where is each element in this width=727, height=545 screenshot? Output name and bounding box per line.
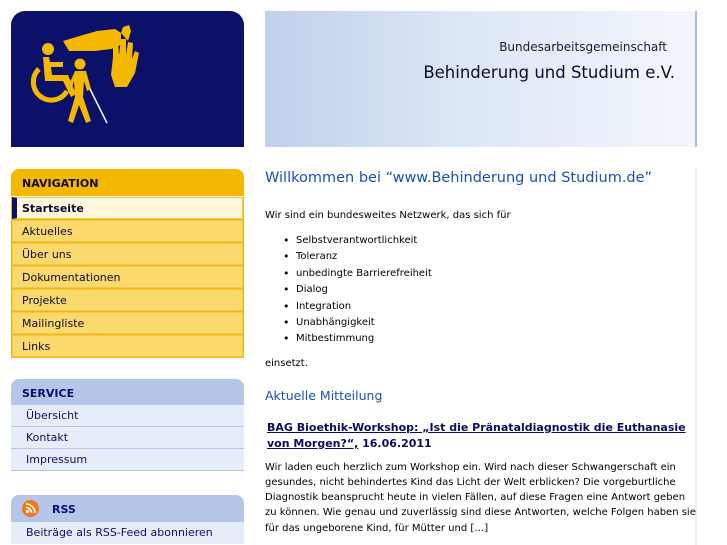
news-date: 16.06.2011 bbox=[362, 436, 432, 450]
navigation-title: NAVIGATION bbox=[11, 169, 244, 196]
intro-text: Wir sind ein bundesweites Netzwerk, das sich für bbox=[265, 210, 511, 221]
service-item-uebersicht[interactable]: Übersicht bbox=[11, 405, 244, 427]
header-title: Behinderung und Studium e.V. bbox=[423, 63, 675, 82]
value-item: • Mitbestimmung bbox=[283, 333, 697, 349]
accessibility-logo-icon bbox=[11, 11, 244, 147]
service-item-kontakt[interactable]: Kontakt bbox=[11, 427, 244, 449]
navigation-box bbox=[11, 169, 244, 358]
rss-title: RSS bbox=[52, 503, 76, 516]
news-body: Wir laden euch herzlich zum Workshop ein. Wird nach dieser Schwangerschaft ein gesundes, nicht behindertes Kind das Licht der Welt erblicken? Die vorgeburtliche Diagnostik beansprucht heute in vielen Fällen, auf diese Fragen eine Antwort geben zu können. Wie genau und zuverlässig sind diese Antworten, welche Folgen haben sie für das ungeborene Kind, für Mütter und […] bbox=[265, 461, 696, 534]
site-logo[interactable] bbox=[11, 11, 244, 147]
rss-list bbox=[11, 522, 244, 544]
nav-item-projekte[interactable]: Projekte bbox=[12, 289, 243, 311]
service-item-impressum[interactable]: Impressum bbox=[11, 449, 244, 471]
value-item: • Dialog bbox=[283, 284, 697, 300]
main-content bbox=[265, 167, 697, 536]
nav-item-mailingliste[interactable]: Mailingliste bbox=[12, 312, 243, 334]
rss-subscribe-link[interactable]: Beiträge als RSS-Feed abonnieren bbox=[11, 522, 244, 544]
welcome-heading: Willkommen bei “www.Behinderung und Studium.de” bbox=[265, 170, 653, 186]
values-list bbox=[283, 235, 697, 350]
news-heading: Aktuelle Mitteilung bbox=[265, 387, 383, 403]
navigation-list bbox=[11, 197, 244, 358]
service-list bbox=[11, 405, 244, 471]
nav-item-links[interactable]: Links bbox=[12, 335, 243, 357]
nav-item-ueber-uns[interactable]: Über uns bbox=[12, 243, 243, 265]
header-subtitle: Bundesarbeitsgemeinschaft bbox=[499, 40, 667, 54]
news-headline bbox=[265, 420, 697, 452]
site-header bbox=[265, 11, 697, 147]
outro-text: einsetzt. bbox=[265, 357, 308, 369]
rss-box bbox=[11, 495, 244, 544]
nav-item-aktuelles[interactable]: Aktuelles bbox=[12, 220, 243, 242]
value-item: • Toleranz bbox=[283, 251, 697, 267]
news-link[interactable]: BAG Bioethik-Workshop: „Ist die Pränataldiagnostik die Euthanasie von Morgen?“, bbox=[267, 420, 686, 450]
value-item: • Integration bbox=[283, 301, 697, 317]
value-item: • unbedingte Barrierefreiheit bbox=[283, 268, 697, 284]
service-title: SERVICE bbox=[11, 379, 244, 405]
service-box bbox=[11, 379, 244, 471]
value-item: • Unabhängigkeit bbox=[283, 317, 697, 333]
nav-item-dokumentationen[interactable]: Dokumentationen bbox=[12, 266, 243, 288]
rss-header bbox=[11, 495, 244, 522]
value-item: • Selbstverantwortlichkeit bbox=[283, 235, 697, 251]
nav-item-startseite[interactable]: Startseite bbox=[12, 197, 243, 219]
rss-icon bbox=[22, 500, 39, 517]
